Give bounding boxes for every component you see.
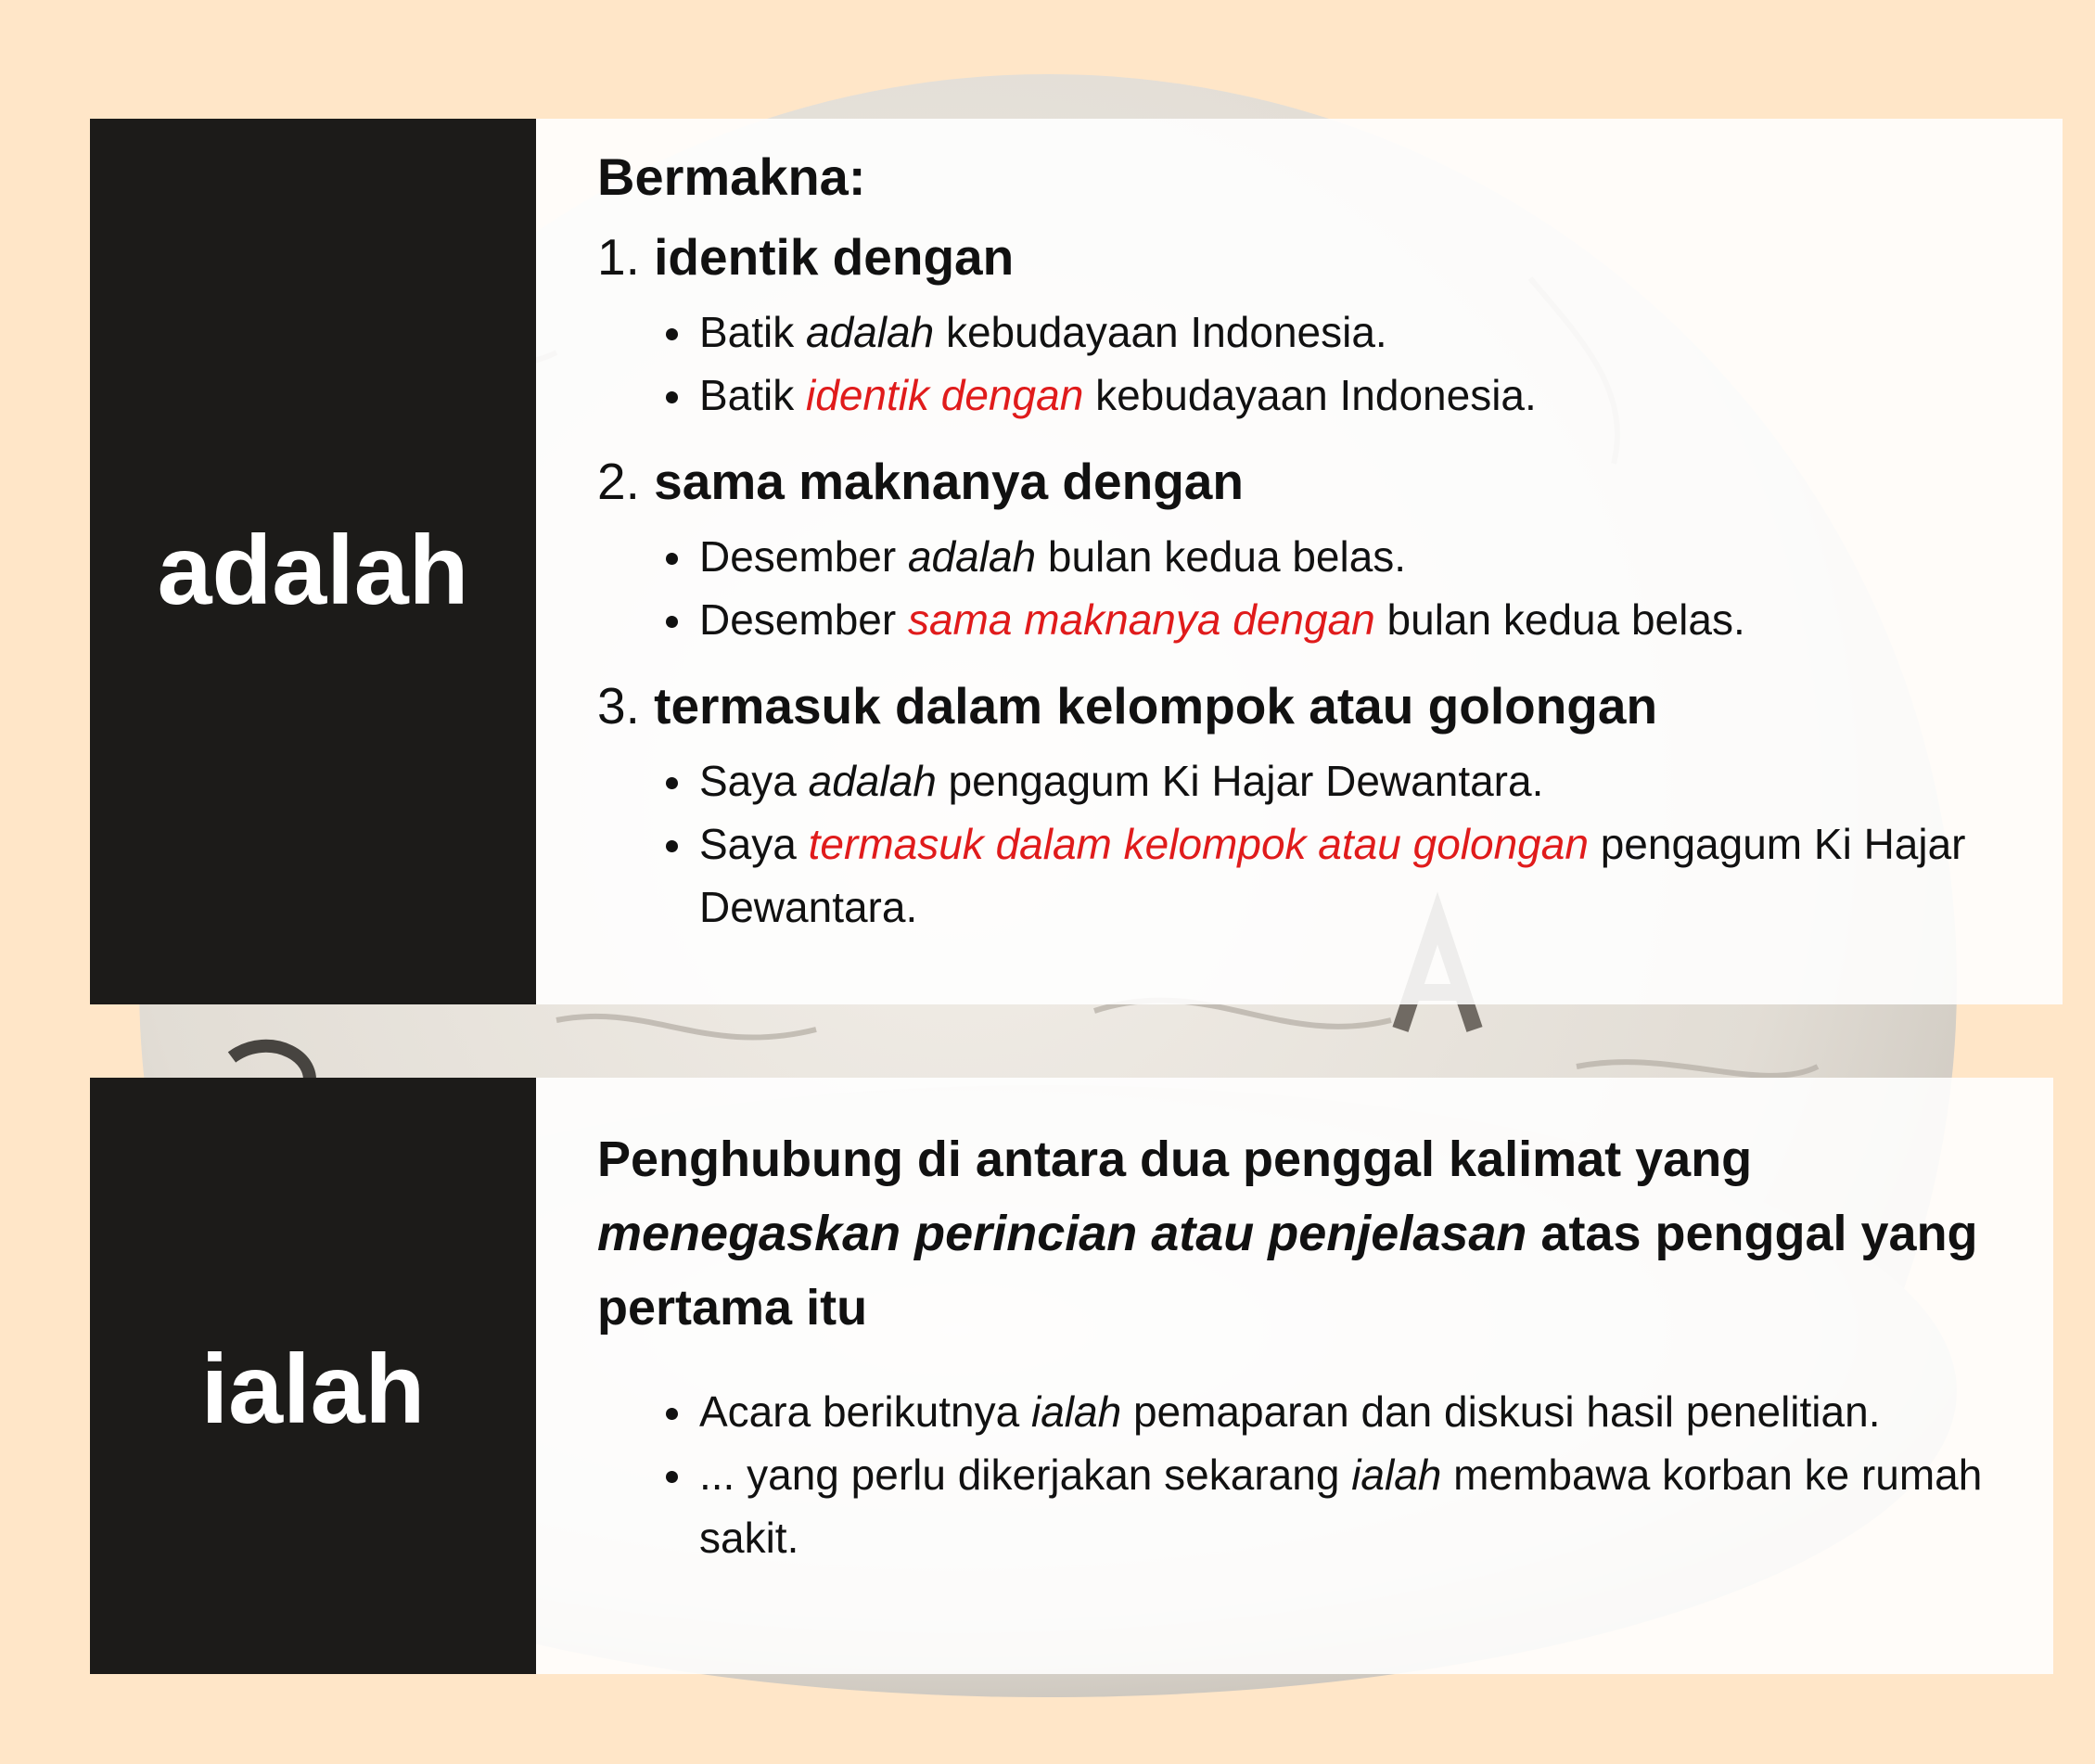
- definition-ialah: [597, 1122, 2016, 1345]
- example-item: [699, 812, 2025, 939]
- example-text: bulan kedua belas.: [1374, 595, 1745, 644]
- example-keyword: adalah: [806, 308, 935, 356]
- content-panel-adalah: [536, 119, 2063, 1004]
- example-text: Desember: [699, 595, 908, 644]
- example-keyword: ialah: [1030, 1387, 1122, 1436]
- sense-heading: [597, 451, 2025, 512]
- example-text: kebudayaan Indonesia.: [1083, 371, 1537, 419]
- example-text: Saya: [699, 820, 809, 868]
- example-keyword: adalah: [907, 532, 1037, 581]
- example-text: pengagum Ki Hajar Dewantara.: [699, 820, 1966, 931]
- example-item: [699, 588, 2025, 651]
- example-text: membawa korban ke rumah sakit.: [699, 1451, 1983, 1562]
- example-text: Saya: [699, 757, 809, 805]
- example-item: [699, 1380, 1905, 1443]
- example-item: [699, 300, 2025, 364]
- sense-heading: [597, 675, 2025, 736]
- sense-label: sama maknanya dengan: [654, 453, 1244, 510]
- example-text: bulan kedua belas.: [1036, 532, 1407, 581]
- term-panel-ialah: [90, 1078, 536, 1674]
- example-list: [597, 525, 2025, 651]
- sense-number: 3.: [597, 677, 640, 735]
- example-item: [699, 1443, 2016, 1569]
- term-panel-adalah: [90, 119, 536, 1004]
- example-substitution: identik dengan: [806, 371, 1084, 419]
- example-keyword: ialah: [1351, 1451, 1442, 1499]
- example-text: kebudayaan Indonesia.: [934, 308, 1387, 356]
- example-item: [699, 364, 2025, 427]
- meaning-heading: Bermakna:: [597, 147, 866, 206]
- card-adalah: [90, 119, 2025, 1004]
- sense-number: 1.: [597, 228, 640, 286]
- sense-label: identik dengan: [654, 228, 1015, 286]
- card-ialah: [90, 1078, 2025, 1674]
- example-item: [699, 525, 2025, 588]
- example-text: Acara berikutnya: [699, 1387, 1031, 1436]
- example-text: pemaparan dan diskusi hasil penelitian.: [1121, 1387, 1881, 1436]
- definition-text: Penghubung di antara dua penggal kalimat yang: [597, 1131, 1753, 1187]
- sense-label: termasuk dalam kelompok atau golongan: [654, 677, 1658, 735]
- example-text: Batik: [699, 371, 807, 419]
- example-substitution: termasuk dalam kelompok atau golongan: [808, 820, 1589, 868]
- content-panel-ialah: [536, 1078, 2053, 1674]
- definition-text: atas penggal yang pertama itu: [597, 1206, 1978, 1336]
- example-substitution: sama maknanya dengan: [907, 595, 1375, 644]
- example-keyword: adalah: [808, 757, 937, 805]
- term-adalah: adalah: [157, 516, 469, 625]
- example-item: [699, 749, 2025, 812]
- sense-1: [597, 226, 2025, 427]
- example-list: [597, 749, 2025, 939]
- example-text: Batik: [699, 308, 807, 356]
- term-ialah: ialah: [200, 1335, 426, 1444]
- sense-3: [597, 675, 2025, 939]
- sense-2: [597, 451, 2025, 651]
- example-text: pengagum Ki Hajar Dewantara.: [936, 757, 1544, 805]
- example-text: ... yang perlu dikerjakan sekarang: [699, 1451, 1352, 1499]
- definition-emphasis: menegaskan perincian atau penjelasan: [597, 1206, 1527, 1261]
- sense-number: 2.: [597, 453, 640, 510]
- sense-heading: [597, 226, 2025, 288]
- example-list: [597, 1380, 2016, 1569]
- example-list: [597, 300, 2025, 427]
- example-text: Desember: [699, 532, 908, 581]
